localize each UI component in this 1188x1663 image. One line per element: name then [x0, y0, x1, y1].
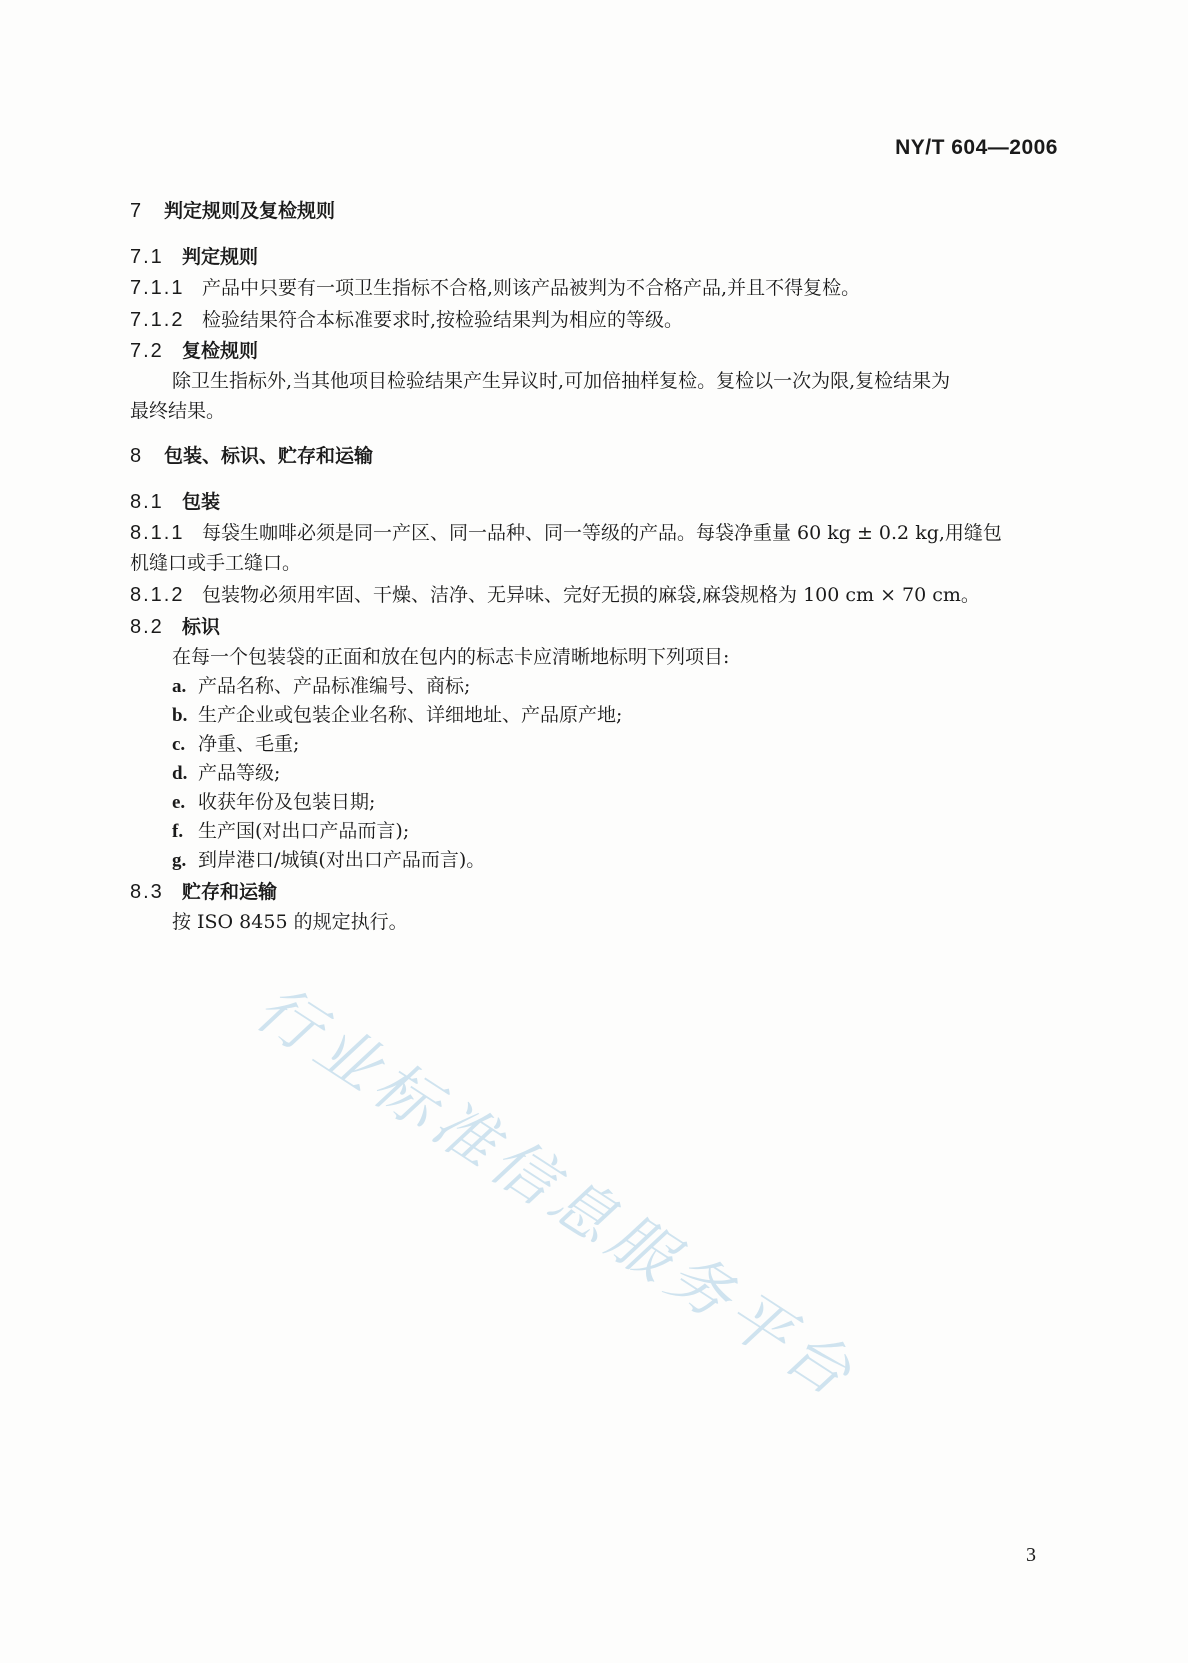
section-8-1-heading [130, 487, 1070, 517]
list-item-text: 到岸港口/城镇(对出口产品而言)。 [198, 849, 486, 871]
section-number: 7.1 [130, 246, 164, 268]
list-item [172, 729, 1112, 760]
section-title: 判定规则及复检规则 [164, 200, 336, 222]
list-marker: b. [172, 705, 188, 726]
section-title: 贮存和运输 [182, 881, 278, 903]
clause-text: 产品中只要有一项卫生指标不合格,则该产品被判为不合格产品,并且不得复检。 [202, 277, 861, 299]
section-title: 标识 [182, 616, 221, 638]
clause-number: 8.1.2 [130, 584, 185, 606]
paragraph-line: 最终结果。 [130, 400, 226, 422]
section-8-heading [130, 441, 1070, 471]
section-title: 包装 [182, 491, 221, 513]
section-number: 8.1 [130, 491, 164, 513]
list-item-text: 生产企业或包装企业名称、详细地址、产品原产地; [198, 704, 623, 726]
section-number: 8.3 [130, 881, 164, 903]
section-title: 复检规则 [182, 340, 259, 362]
list-item-text: 净重、毛重; [198, 733, 300, 755]
standard-code: NY/T 604—2006 [895, 136, 1058, 159]
list-marker: e. [172, 792, 186, 813]
list-item [172, 787, 1112, 818]
paragraph-line: 在每一个包装袋的正面和放在包内的标志卡应清晰地标明下列项目: [172, 646, 730, 668]
clause-number: 8.1.1 [130, 522, 185, 544]
clause-number: 7.1.2 [130, 309, 185, 331]
list-marker: a. [172, 676, 187, 697]
section-8-2-heading [130, 612, 1070, 642]
clause-8-1-1 [130, 518, 1070, 548]
section-number: 8 [130, 445, 144, 467]
list-item [172, 671, 1112, 702]
section-title: 包装、标识、贮存和运输 [164, 445, 374, 467]
paragraph-line: 除卫生指标外,当其他项目检验结果产生异议时,可加倍抽样复检。复检以一次为限,复检结果为 [172, 370, 951, 392]
list-item [172, 700, 1112, 731]
list-marker: d. [172, 763, 188, 784]
list-marker: c. [172, 734, 186, 755]
section-number: 7.2 [130, 340, 164, 362]
paragraph-line: 按 ISO 8455 的规定执行。 [172, 911, 408, 933]
section-number: 8.2 [130, 616, 164, 638]
list-item-text: 生产国(对出口产品而言); [198, 820, 410, 842]
list-item [172, 845, 1112, 876]
section-7-heading [130, 196, 1070, 226]
clause-7-1-2 [130, 305, 1070, 335]
clause-text: 检验结果符合本标准要求时,按检验结果判为相应的等级。 [202, 309, 684, 331]
clause-text: 包装物必须用牢固、干燥、洁净、无异味、完好无损的麻袋,麻袋规格为 100 cm × 70 cm。 [202, 584, 980, 606]
list-item-text: 产品名称、产品标准编号、商标; [198, 675, 471, 697]
list-item-text: 产品等级; [198, 762, 281, 784]
section-title: 判定规则 [182, 246, 259, 268]
list-marker: g. [172, 850, 187, 871]
list-item [172, 816, 1112, 847]
clause-number: 7.1.1 [130, 277, 185, 299]
clause-8-1-2 [130, 580, 1070, 610]
list-item [172, 758, 1112, 789]
clause-7-1-1 [130, 273, 1070, 303]
list-item-text: 收获年份及包装日期; [198, 791, 376, 813]
clause-text: 每袋生咖啡必须是同一产区、同一品种、同一等级的产品。每袋净重量 60 kg ± 0.2 kg,用缝包 [202, 522, 1002, 544]
paragraph-line: 机缝口或手工缝口。 [130, 552, 302, 574]
page-number: 3 [1026, 1544, 1036, 1566]
watermark: 行业标准信息服务平台 [243, 970, 871, 1414]
section-number: 7 [130, 200, 144, 222]
section-8-3-heading [130, 877, 1070, 907]
section-7-1-heading [130, 242, 1070, 272]
section-7-2-heading [130, 336, 1070, 366]
list-marker: f. [172, 821, 184, 842]
